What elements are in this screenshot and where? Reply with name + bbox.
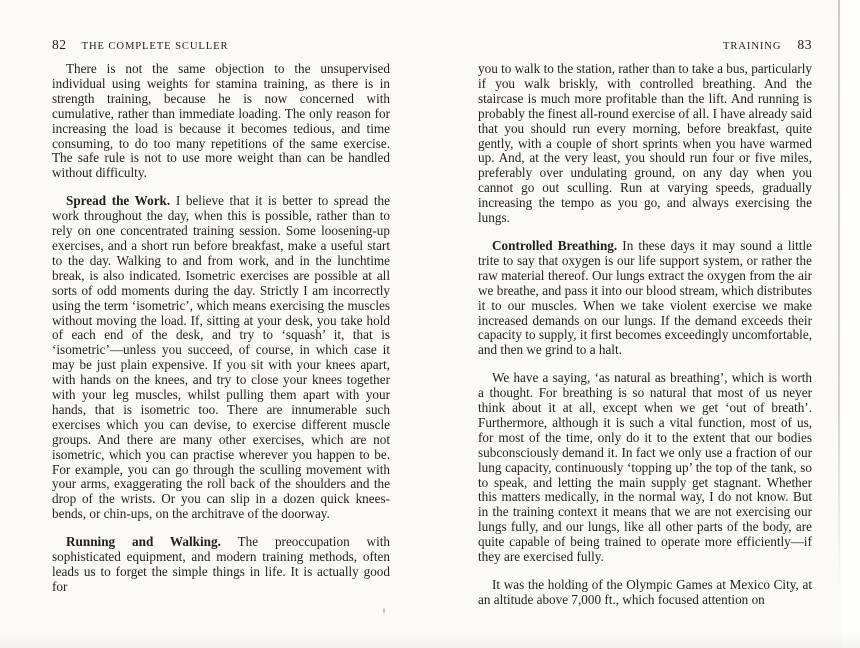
- paragraph-text: We have a saying, ‘as natural as breathing’, which is worth a thought. For breathing is so natural that most of us neyer think about it at all, except when we get ‘out of breath’. Furthermore, although it is such a vital function, most of us, for most of the time, only do it to the extent that our bodies subconsciously demand it. In fact we only use a fraction of our lung capacity, continuously ‘topping up’ the top of the tank, so to speak, and letting the main supply get stagnant. Whether this matters medically, in the normal way, I do not know. But in the training context it means that we are not exercising our lungs fully, and our lungs, like all other parts of the body, are quite capable of being trained to operate more efficiently—if they are exercised fully.: [478, 370, 812, 565]
- paragraph: [52, 194, 390, 522]
- paragraph-text: I believe that it is better to spread the work throughout the day, when this is possible, rather than to rely on one concentrated training session. Some loosening-up exercises, and a short run before breakfast, make a useful start to the day. Walking to and from work, and in the lunchtime break, is also indicated. Isometric exercises are possible at all sorts of odd moments during the day. Strictly I am incorrectly using the term ‘isometric’, which means exercising the muscles without moving the load. If, sitting at your desk, you take hold of each end of the desk, and try to ‘squash’ it, that is ‘isometric’—unless you succeed, of course, in which case it may be just plain expensive. If you sit with your knees apart, with hands on the knees, and try to close your knees together with your leg muscles, whilst pulling them apart with your hands, that is isometric too. There are innumerable such exercises which you can devise, to exercise different muscle groups. And there are many other exercises, which are not isometric, which you can practise wherever you happen to be. For example, you can go through the sculling movement with your arms, exaggerating the roll back of the shoulders and the drop of the wrists. Or you can slip in a dozen quick knees-bends, or chin-ups, on the architrave of the doorway.: [52, 193, 390, 522]
- bottom-page-shadow: [0, 632, 860, 648]
- paragraph-text: There is not the same objection to the unsupervised individual using weights for stamina training, as there is in strength training, because he is now concerned with cumulative, rather than immediate loading. The only reason for increasing the load is because it becomes tedious, and time consuming, to do too many repetitions of the same exercise. The safe rule is not to use more weight than can be handled without difficulty.: [52, 61, 390, 181]
- left-running-title: THE COMPLETE SCULLER: [81, 41, 229, 52]
- right-page: [478, 36, 812, 621]
- section-heading-running-and-walking: Running and Walking.: [66, 534, 221, 550]
- right-running-title: TRAINING: [723, 41, 782, 52]
- left-page-body: [52, 62, 390, 595]
- paragraph: [478, 62, 812, 226]
- left-page-header: [52, 36, 390, 62]
- right-page-number: 83: [797, 37, 812, 52]
- scan-artifact-speck: [383, 608, 385, 613]
- paragraph-text: It was the holding of the Olympic Games at Mexico City, at an altitude above 7,000 ft., which focused attention on: [478, 577, 812, 607]
- left-page-number: 82: [52, 37, 67, 52]
- paragraph: [52, 535, 390, 595]
- paragraph: [478, 578, 812, 608]
- section-heading-controlled-breathing: Controlled Breathing.: [492, 237, 618, 253]
- right-page-body: [478, 62, 812, 608]
- left-page: [52, 36, 390, 608]
- paragraph-text: The preoccupation with sophisticated equipment, and modern training methods, often leads us to forget the simple things in life. It is actually good for: [52, 534, 390, 594]
- page-edge-line: [838, 0, 840, 590]
- paragraph-text: In these days it may sound a little trite to say that oxygen is our life support system, or rather the raw material thereof. Our lungs extract the oxygen from the air we breathe, and pass it into our blood stream, which distributes it to our muscles. When we take violent exercise we make increased demands on our lungs. If the demand exceeds their capacity to supply, it first becomes exceedingly uncomfortable, and then we grind to a halt.: [478, 237, 812, 358]
- paragraph: [478, 371, 812, 565]
- scan-margin-right: [841, 0, 860, 648]
- right-page-header: [478, 36, 812, 62]
- section-heading-spread-the-work: Spread the Work.: [66, 193, 171, 209]
- paragraph-text: you to walk to the station, rather than to take a bus, particularly if you walk briskly, with controlled breathing. And the staircase is much more profitable than the lift. And running is probably the finest all-round exercise of all. I have already said that you should run every morning, before breakfast, quite gently, with a couple of short sprints when you have warmed up. And, at the very least, you should run four or five miles, preferably over undulating ground, on any day when you cannot go out sculling. Run at varying speeds, gradually increasing the tempo as you go, and always exercising the lungs.: [478, 61, 812, 226]
- paragraph: [52, 62, 390, 181]
- paragraph: [478, 239, 812, 358]
